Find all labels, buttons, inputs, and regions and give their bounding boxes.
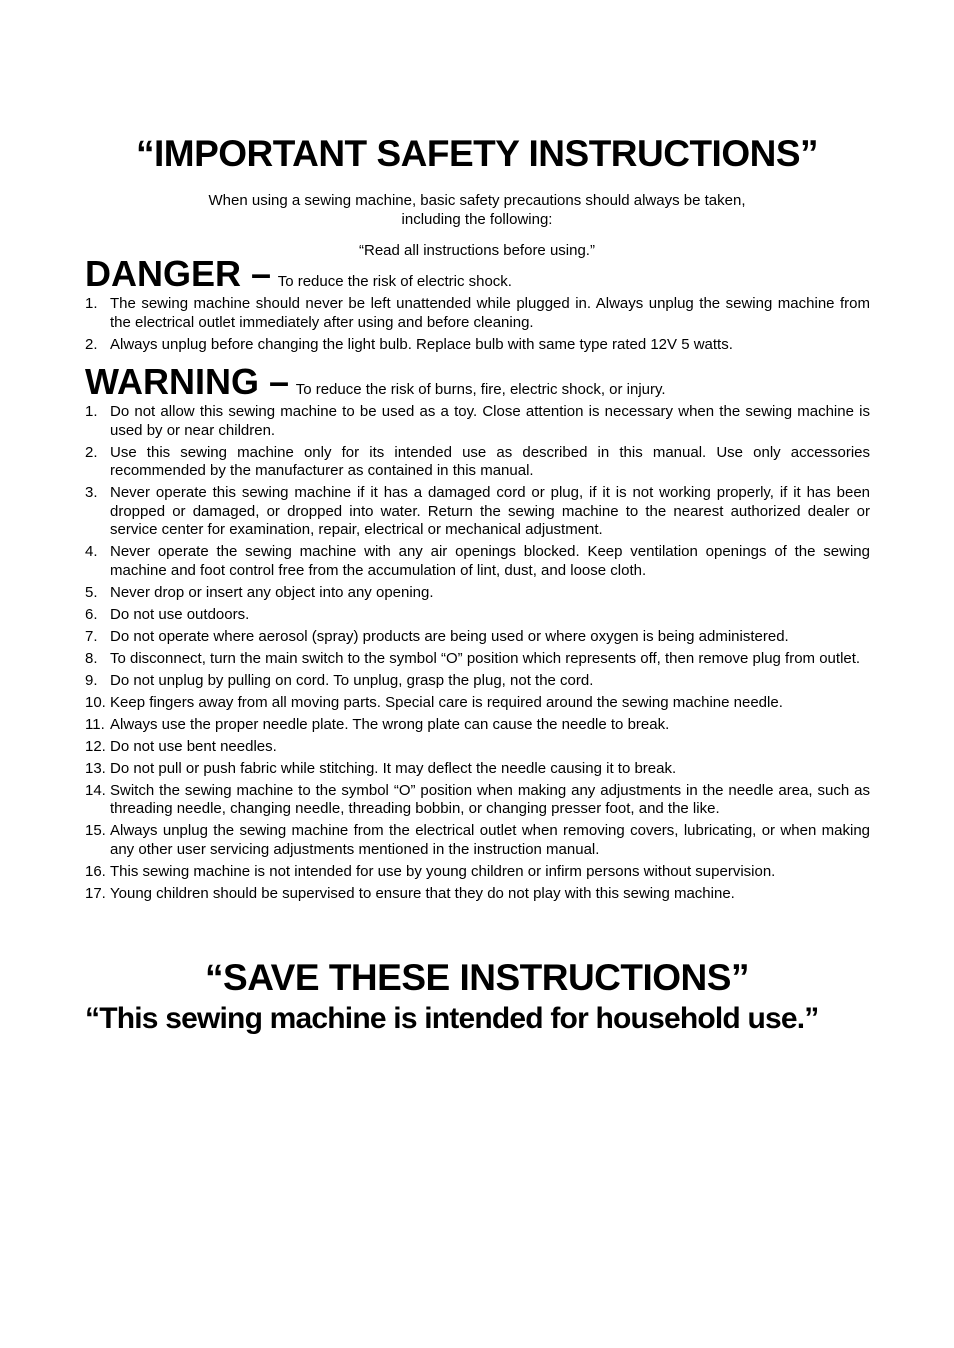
item-text: Do not use outdoors.	[110, 605, 250, 623]
item-number: 2.	[85, 335, 98, 353]
warning-title: WARNING –	[85, 361, 290, 402]
warning-item	[85, 584, 870, 603]
warning-heading	[85, 362, 666, 402]
item-text: Do not use bent needles.	[110, 737, 277, 755]
warning-list	[85, 403, 870, 907]
item-text: The sewing machine should never be left unattended while plugged in. Always unplug the sewing machine from the electrical outlet immediately after using and before cleaning.	[110, 295, 870, 331]
item-text: Never drop or insert any object into any opening.	[110, 583, 434, 601]
warning-item	[85, 606, 870, 625]
item-number: 1.	[85, 295, 98, 312]
warning-item	[85, 738, 870, 757]
item-number: 11.	[85, 715, 105, 733]
warning-subtext: To reduce the risk of burns, fire, electric shock, or injury.	[295, 381, 666, 398]
warning-item	[85, 760, 870, 779]
item-text: Always use the proper needle plate. The wrong plate can cause the needle to break.	[110, 715, 670, 733]
item-text: Do not pull or push fabric while stitching. It may deflect the needle causing it to break.	[110, 759, 677, 777]
item-number: 10.	[85, 693, 106, 711]
item-number: 5.	[85, 583, 98, 601]
item-text: Switch the sewing machine to the symbol “O” position when making any adjustments in the needle area, such as threading needle, changing needle, threading bobbin, or changing presser foot, and the like.	[110, 781, 870, 818]
warning-item	[85, 650, 870, 669]
warning-item	[85, 694, 870, 713]
warning-item	[85, 885, 870, 904]
warning-item	[85, 822, 870, 859]
item-text: Do not operate where aerosol (spray) products are being used or where oxygen is being administered.	[110, 627, 789, 645]
intro-line-2: including the following:	[401, 211, 553, 228]
danger-list	[85, 295, 870, 358]
item-text: Young children should be supervised to ensure that they do not play with this sewing machine.	[110, 884, 735, 902]
warning-item	[85, 484, 870, 540]
page-title: “IMPORTANT SAFETY INSTRUCTIONS”	[135, 133, 819, 174]
danger-heading	[85, 254, 512, 294]
household-use-note: “This sewing machine is intended for household use.”	[85, 1002, 819, 1035]
intro-line-1: When using a sewing machine, basic safety precautions should always be taken,	[208, 192, 746, 209]
item-number: 6.	[85, 605, 98, 623]
warning-item	[85, 543, 870, 580]
item-text: Use this sewing machine only for its intended use as described in this manual. Use only accessories recommended by the manufacturer as contained in this manual.	[110, 443, 870, 480]
item-text: This sewing machine is not intended for use by young children or infirm persons without supervision.	[110, 862, 776, 880]
item-number: 8.	[85, 649, 98, 667]
item-number: 13.	[85, 759, 106, 777]
warning-item	[85, 444, 870, 481]
item-number: 7.	[85, 627, 98, 645]
item-text: Do not unplug by pulling on cord. To unplug, grasp the plug, not the cord.	[110, 671, 594, 689]
warning-item	[85, 672, 870, 691]
item-number: 1.	[85, 403, 98, 420]
item-number: 14.	[85, 781, 106, 799]
item-number: 9.	[85, 671, 98, 689]
warning-item	[85, 628, 870, 647]
danger-subtext: To reduce the risk of electric shock.	[277, 273, 512, 290]
item-number: 2.	[85, 443, 98, 461]
item-number: 4.	[85, 543, 98, 561]
item-text: Keep fingers away from all moving parts. Special care is required around the sewing machine needle.	[110, 693, 783, 711]
item-text: Always unplug the sewing machine from the electrical outlet when removing covers, lubricating, or when making any other user servicing adjustments mentioned in the instruction manual.	[110, 822, 870, 858]
item-number: 3.	[85, 484, 98, 502]
warning-item	[85, 863, 870, 882]
item-text: Never operate this sewing machine if it has a damaged cord or plug, if it is not working properly, if it has been dropped or damaged, or dropped into water. Return the sewing machine to the nearest authorized dealer or service center for examination, repair, electrical or mechanical adjustment.	[110, 484, 870, 539]
item-number: 16.	[85, 862, 106, 880]
item-number: 15.	[85, 822, 106, 840]
item-text: Never operate the sewing machine with any air openings blocked. Keep ventilation openings of the sewing machine and foot control free from the accumulation of lint, dust, and loose cloth.	[110, 543, 870, 579]
danger-title: DANGER –	[85, 253, 272, 294]
warning-item	[85, 782, 870, 819]
danger-item	[85, 336, 870, 355]
item-text: Do not allow this sewing machine to be used as a toy. Close attention is necessary when the sewing machine is used by or near children.	[110, 403, 870, 439]
item-text: To disconnect, turn the main switch to the symbol “O” position which represents off, then remove plug from outlet.	[110, 649, 861, 667]
item-number: 17.	[85, 884, 106, 902]
read-all-instructions: “Read all instructions before using.”	[359, 242, 595, 259]
danger-item	[85, 295, 870, 332]
warning-item	[85, 716, 870, 735]
save-instructions-title: “SAVE THESE INSTRUCTIONS”	[205, 957, 749, 998]
item-text: Always unplug before changing the light bulb. Replace bulb with same type rated 12V 5 watts.	[110, 335, 733, 353]
warning-item	[85, 403, 870, 440]
item-number: 12.	[85, 737, 106, 755]
intro-block	[0, 191, 954, 260]
